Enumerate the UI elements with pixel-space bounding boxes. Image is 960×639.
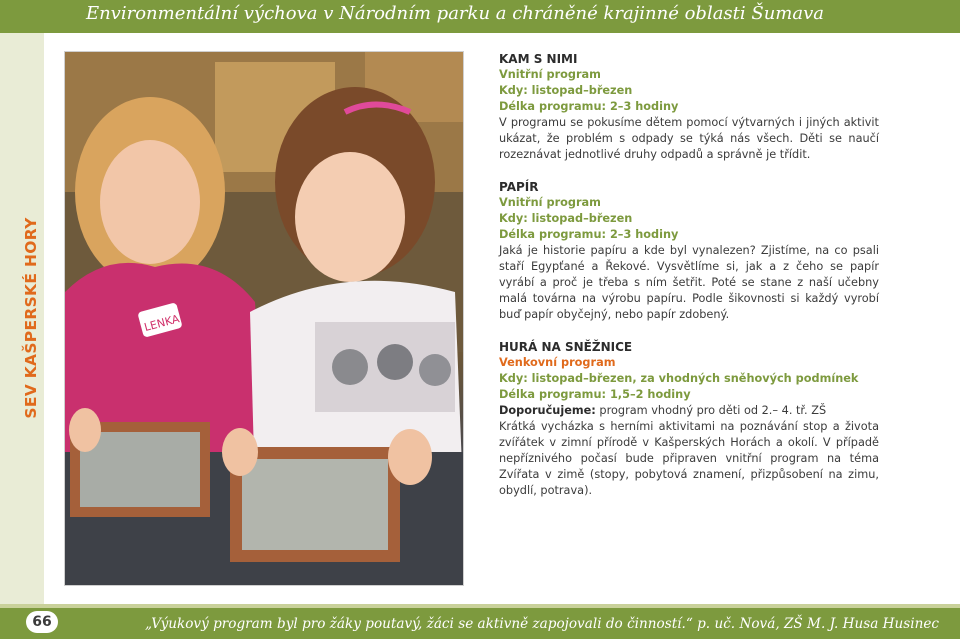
program-section-kam-s-nimi xyxy=(499,51,879,163)
program-description: Krátká vycházka s herními aktivitami na poznávání stop a života zvířátek v zimní přírodě v Kašperských Horách a okolí. V případě nepříznivého počasí bude připraven vnitřní program na téma Zvířata v zimě (stopy, pobytová znamení, přizpůsobení na zimu, obydlí, potrava). xyxy=(499,420,879,497)
program-title: HURÁ NA SNĚŽNICE xyxy=(499,340,633,354)
program-when: Kdy: listopad–březen xyxy=(499,212,633,225)
program-type: Venkovní program xyxy=(499,356,616,369)
program-type: Vnitřní program xyxy=(499,68,601,81)
program-length: Délka programu: 2–3 hodiny xyxy=(499,100,679,113)
program-when: Kdy: listopad–březen xyxy=(499,84,633,97)
program-title: KAM S NIMI xyxy=(499,52,578,66)
program-length: Délka programu: 2–3 hodiny xyxy=(499,228,679,241)
footer-quote: „Výukový program byl pro žáky poutavý, žáci se aktivně zapojovali do činností.“ p. uč. Nová, ZŠ M. J. Husa Husinec xyxy=(145,616,939,632)
footer-strip xyxy=(0,604,960,608)
program-list xyxy=(499,51,879,515)
program-description: Jaká je historie papíru a kde byl vynalezen? Zjistíme, na co psali staří Egypťané a Řekové. Vysvětlíme si, jak a z čeho se papír vyrábí a proč je třeba s ním šetřit. Poté se stane z naší učebny malá továrna na výrobu papíru. Podle šikovnosti si každý vyrobí buď papír obyčejný, nebo papír zdobený. xyxy=(499,244,879,321)
program-when: Kdy: listopad–březen, za vhodných sněhových podmínek xyxy=(499,372,859,385)
program-section-sneznice xyxy=(499,339,879,499)
program-description: V programu se pokusíme dětem pomocí výtvarných i jiných aktivit ukázat, že problém s odpady se týká nás všech. Děti se naučí rozeznávat jednotlivé druhy odpadů a správně je třídit. xyxy=(499,116,879,161)
children-papermaking-photo xyxy=(64,51,464,586)
program-title: PAPÍR xyxy=(499,180,539,194)
name-badge-text: LENKA xyxy=(142,312,181,335)
recommend-text: program vhodný pro děti od 2.– 4. tř. ZŠ xyxy=(595,404,827,417)
program-length: Délka programu: 1,5–2 hodiny xyxy=(499,388,691,401)
page-header xyxy=(0,0,960,33)
header-title: Environmentální výchova v Národním parku a chráněné krajinné oblasti Šumava xyxy=(85,3,824,24)
program-recommendation xyxy=(499,403,879,419)
side-label: SEV KAŠPERSKÉ HORY xyxy=(22,217,40,419)
page-number: 66 xyxy=(26,611,58,633)
program-type: Vnitřní program xyxy=(499,196,601,209)
program-section-papir xyxy=(499,179,879,323)
recommend-label: Doporučujeme: xyxy=(499,404,596,417)
photo-illustration xyxy=(65,52,463,585)
